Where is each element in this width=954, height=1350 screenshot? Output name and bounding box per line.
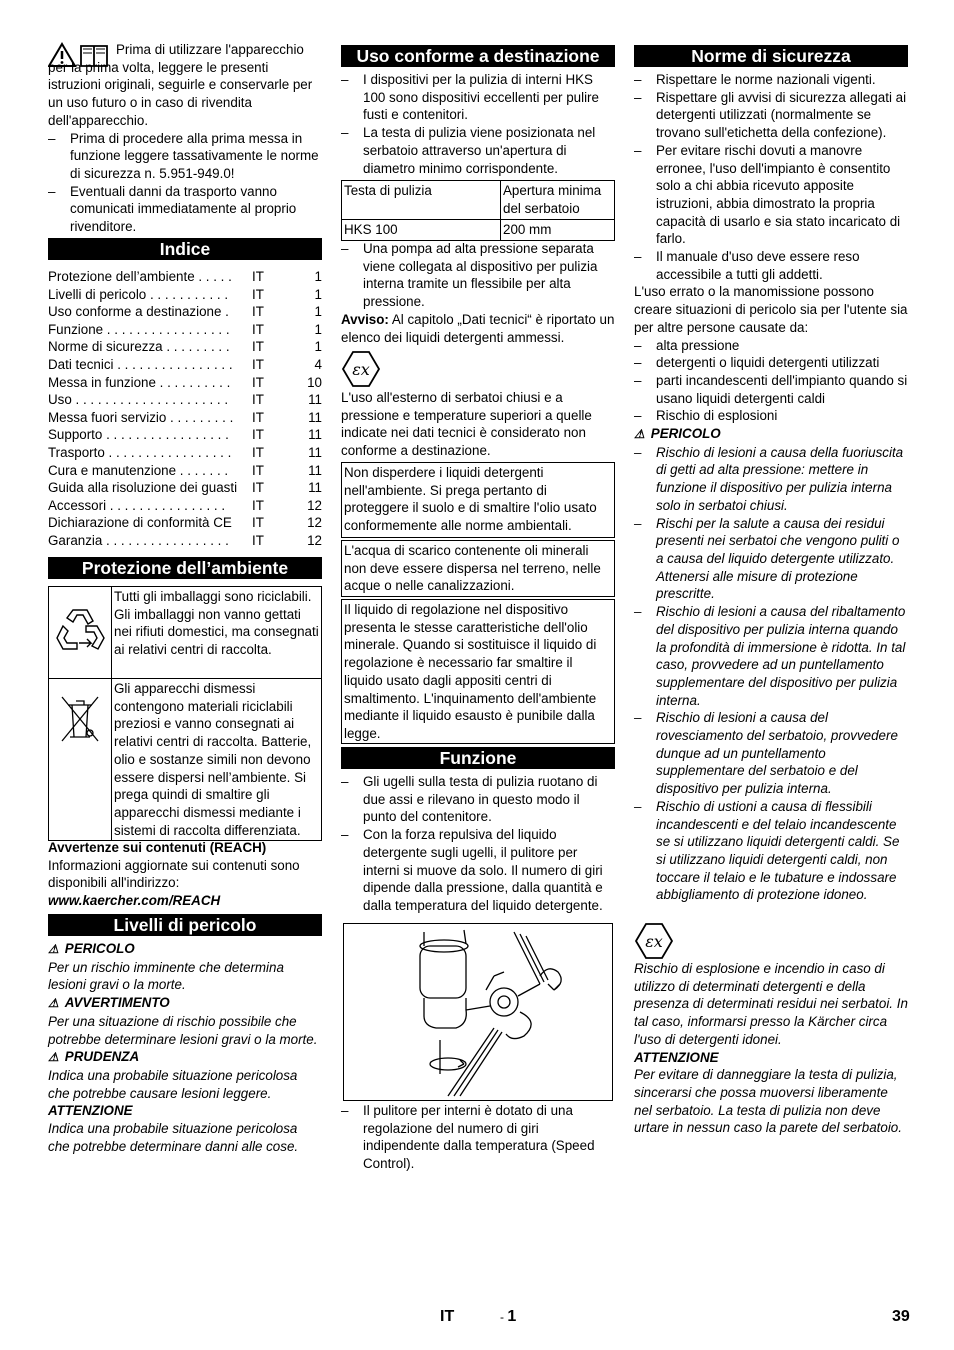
list-item: – Rischio di lesioni a causa del rovesciamento del serbatoio, provvedere dunque ad un puntellamento supplementare del serbatoio e del dispositivo per pulizia interna. (634, 709, 908, 798)
function-section-2 (341, 1102, 615, 1173)
list-item: – Rischio di ustioni a causa di flessibili incandescenti e del telaio incandescente se si utilizzano liquidi detergenti caldi. Se si utilizzano liquidi detergenti caldi, non toccare il telaio e le tubature e indossare abbigliamento di protezione idoneo. (634, 798, 908, 904)
misuse-text: L'uso errato o la manomissione possono creare situazioni di pericolo sia per l'utente sia per altre persone causate da: (634, 284, 908, 335)
ex-text: L'uso all'esterno di serbatoi chiusi e a pressione e temperature superiori a quelle indicate nei dati tecnici è considerato non conforme a destinazione. (341, 390, 592, 459)
danger-level-text: Per una situazione di rischio possibile che potrebbe determinare lesioni gravi o la morte. (48, 1013, 318, 1047)
list-item: – La testa di pulizia viene posizionata nel serbatoio attraverso un'apertura di diametro minimo corrispondente. (341, 124, 615, 177)
danger-levels-heading: Livelli di pericolo (48, 914, 322, 936)
toc-row[interactable] (48, 356, 322, 374)
toc-lang: IT (252, 515, 264, 531)
intro-list (48, 130, 322, 236)
reach-title: Avvertenze sui contenuti (REACH) (48, 840, 267, 855)
toc-row[interactable] (48, 303, 322, 321)
danger-level-label: ⚠ PRUDENZA (48, 1049, 140, 1065)
toc-page: 1 (314, 269, 322, 284)
safety-section (634, 71, 908, 904)
toc-title: Dichiarazione di conformità CE (48, 515, 232, 531)
intended-use-section-2 (341, 240, 615, 346)
toc-page: 12 (307, 515, 322, 531)
function-heading: Funzione (341, 747, 615, 769)
footer-section: - 1 (500, 1308, 517, 1325)
toc-lang: IT (252, 286, 264, 302)
toc-page: 12 (307, 532, 322, 548)
list-item: – Rischio di lesioni a causa della fuoriuscita di getti ad alta pressione: mettere in funzione il dispositivo per pulizia interna solo in serbatoi chiusi. (634, 444, 908, 515)
spec-cell: 200 mm (501, 220, 615, 241)
toc-page: 10 (307, 374, 322, 390)
toc-row[interactable] (48, 409, 322, 427)
danger-list (634, 444, 908, 904)
list-item: – Il pulitore per interni è dotato di una regolazione del numero di giri indipendente dalla temperatura (Speed Control). (341, 1102, 615, 1173)
spec-cell: HKS 100 (342, 220, 501, 241)
toc-title: Guida alla risoluzione dei guasti (48, 480, 238, 496)
list-item: – Rischio di lesioni a causa del ribaltamento del dispositivo per pulizia interna quando la profondità di immersione è ridotta. In tal caso, provvedere ad un puntellamento supplementare del dispositivo per pulizia interna. (634, 603, 908, 709)
toc-title: Uso conforme a destinazione . (48, 304, 229, 320)
toc-title: Trasporto . . . . . . . . . . . . . . . . . (48, 444, 232, 460)
toc-lang: IT (252, 321, 264, 337)
toc-row[interactable] (48, 444, 322, 462)
footer-language: IT (440, 1308, 455, 1325)
list-item: – Una pompa ad alta pressione separata viene collegata al dispositivo per pulizia interna tramite un flessibile per alta pressione. (341, 240, 615, 311)
note-label: Avviso: (341, 311, 389, 327)
toc-page: 11 (308, 392, 322, 408)
attention-text: Per evitare di danneggiare la testa di pulizia, sincerarsi che possa muoversi liberamente nel serbatoio. La testa di pulizia non deve urtare in nessun caso la parete del serbatoio. (634, 1067, 902, 1136)
intro-section (48, 41, 322, 236)
recycle-cell (49, 587, 112, 679)
toc-row[interactable] (48, 286, 322, 304)
ex-icon (341, 350, 381, 393)
toc-page: 11 (308, 444, 322, 460)
toc-title: Messa in funzione . . . . . . . . . . (48, 374, 231, 390)
toc-row[interactable] (48, 514, 322, 532)
toc-title: Uso . . . . . . . . . . . . . . . . . . . . . (48, 392, 229, 408)
warning-triangle-icon: ⚠ (48, 942, 59, 956)
warning-triangle-icon: ⚠ (48, 1050, 59, 1065)
toc-lang: IT (252, 304, 264, 320)
toc-page: 11 (308, 462, 322, 478)
intended-use-section (341, 71, 615, 177)
list-item: – I dispositivi per la pulizia di interni HKS 100 sono dispositivi eccellenti per pulire fusti e contenitori. (341, 71, 615, 124)
env-notice-box: Il liquido di regolazione nel dispositivo presenta le stesse caratteristiche dell'olio minerale. Quando si sostituisce il liquido di regolazione è necessario far smaltire il liquido usato dagli appositi centri di smaltimento. L'inquinamento dell'ambiente mediante il liquido esausto è punibile dalla legge. (341, 599, 615, 744)
toc-lang: IT (252, 462, 264, 478)
list-item: – Rischio di esplosioni (634, 407, 908, 425)
spec-table (341, 180, 615, 241)
spec-head-cell: Testa di pulizia (342, 181, 501, 220)
list-item: – Eventuali danni da trasporto vanno comunicati immediatamente al proprio rivenditore. (48, 183, 322, 236)
toc-row[interactable] (48, 268, 322, 286)
recycle-icon (53, 604, 107, 656)
toc-page: 11 (308, 409, 322, 425)
toc-page: 11 (308, 480, 322, 496)
list-item: – parti incandescenti dell'impianto quando si usano liquidi detergenti caldi (634, 372, 908, 407)
safety-heading: Norme di sicurezza (634, 45, 908, 67)
spec-head-cell: Apertura minima del serbatoio (501, 181, 615, 220)
toc-page: 1 (314, 304, 322, 320)
svg-text:εx: εx (645, 932, 663, 951)
toc-lang: IT (252, 392, 264, 408)
attention-label: ATTENZIONE (634, 1049, 719, 1065)
environment-heading: Protezione dell’ambiente (48, 557, 322, 579)
toc-row[interactable] (48, 532, 322, 550)
note (341, 311, 615, 346)
toc-title: Norme di sicurezza . . . . . . . . . (48, 339, 230, 355)
note-text: Al capitolo „Dati tecnici“ è riportato un elenco dei liquidi detergenti ammessi. (341, 311, 615, 345)
reach-link[interactable]: www.kaercher.com/REACH (48, 893, 221, 909)
env-notice-box: Non disperdere i liquidi detergenti nell'ambiente. Si prega pertanto di proteggere il suolo e di smaltire l'olio usato conformemente alle norme ambientali. (341, 462, 615, 538)
toc-row[interactable] (48, 374, 322, 392)
toc-title: Garanzia . . . . . . . . . . . . . . . . . (48, 532, 229, 548)
list-item: – Rispettare le norme nazionali vigenti. (634, 71, 908, 89)
warning-triangle-icon: ⚠ (48, 996, 59, 1011)
toc-title: Dati tecnici . . . . . . . . . . . . . . . . (48, 356, 233, 372)
toc-title: Protezione dell’ambiente . . . . . (48, 269, 232, 284)
footer-page-number: 39 (892, 1308, 910, 1325)
environment-table (48, 586, 322, 841)
toc-title: Supporto . . . . . . . . . . . . . . . . . (48, 427, 229, 443)
toc-page: 1 (314, 339, 322, 355)
toc-page: 11 (308, 427, 322, 443)
list-item: – Prima di procedere alla prima messa in funzione leggere tassativamente le norme di sicurezza n. 5.951-949.0! (48, 130, 322, 183)
toc-lang: IT (252, 269, 264, 284)
toc-page: 1 (314, 321, 322, 337)
toc-page: 12 (307, 497, 322, 513)
ex-warning-text: Rischio di esplosione e incendio in caso di utilizzo di determinati detergenti e della presenza di determinati residui nei serbatoi. In tal caso, informarsi presso la Kärcher circa l'uso di detergenti idonei. (634, 961, 908, 1047)
list-item: – Il manuale d'uso deve essere reso accessibile a tutti gli addetti. (634, 248, 908, 283)
toc-page: 1 (314, 286, 322, 302)
crossed-bin-icon (58, 693, 102, 745)
toc-page: 4 (314, 356, 322, 372)
list-item: – Rispettare gli avvisi di sicurezza allegati ai detergenti utilizzati (normalmente se trovano sull'etichetta della confezione). (634, 89, 908, 142)
danger-level-text: Per un rischio imminente che determina lesioni gravi o la morte. (48, 959, 284, 993)
list-item: – detergenti o liquidi detergenti utilizzati (634, 354, 908, 372)
toc-heading: Indice (48, 238, 322, 260)
reach-text: Informazioni aggiornate sui contenuti sono disponibili all'indirizzo: (48, 857, 300, 891)
toc-list (48, 268, 322, 550)
function-section (341, 773, 615, 915)
weee-text: Gli apparecchi dismessi contengono materiali riciclabili preziosi e vanno consegnati ai relativi centri di raccolta. Batterie, olio e sostanze simili non devono essere dispersi nell’ambiente. Si prega quindi di smaltire gli apparecchi dismessi mediante i sistemi di raccolta differenziata. (112, 679, 322, 841)
danger-level-text: Indica una probabile situazione pericolosa che potrebbe causare lesioni leggere. (48, 1067, 298, 1101)
list-item: – Rischi per la salute a causa dei residui presenti nei serbatoi che vengono puliti o a causa del liquido detergente utilizzato. Attenersi alle misure di protezione prescritte. (634, 515, 908, 604)
list-item: – Con la forza repulsiva del liquido detergente sugli ugelli, il pulitore per interni si muove da solo. Il numero di giri dipende dalla pressione, dalla quantità e dalla temperatura del liquido detergente. (341, 826, 615, 915)
toc-title: Accessori . . . . . . . . . . . . . . . . (48, 497, 226, 513)
toc-lang: IT (252, 409, 264, 425)
toc-title: Messa fuori servizio . . . . . . . . . (48, 409, 234, 425)
danger-levels-list (48, 940, 322, 1155)
toc-title: Cura e manutenzione . . . . . . . (48, 462, 229, 478)
recycle-text: Tutti gli imballaggi sono riciclabili. Gli imballaggi non vanno gettati nei rifiuti domestici, ma consegnati ai relativi centri di raccolta. (112, 587, 322, 679)
danger-label: ⚠ PERICOLO (634, 426, 721, 442)
ex-icon (634, 922, 674, 965)
warning-triangle-icon: ⚠ (634, 427, 645, 442)
list-item: – Gli ugelli sulla testa di pulizia ruotano di due assi e rilevano in questo modo il punto del contenitore. (341, 773, 615, 826)
toc-row[interactable] (48, 338, 322, 356)
list-item: – alta pressione (634, 337, 908, 355)
toc-lang: IT (252, 532, 264, 548)
intended-use-heading: Uso conforme a destinazione (341, 45, 615, 67)
toc-row[interactable] (48, 391, 322, 409)
toc-row[interactable] (48, 497, 322, 515)
toc-row[interactable] (48, 462, 322, 480)
toc-lang: IT (252, 356, 264, 372)
cleaning-head-figure (343, 923, 613, 1101)
toc-row[interactable] (48, 321, 322, 339)
toc-title: Funzione . . . . . . . . . . . . . . . . . (48, 321, 230, 337)
toc-lang: IT (252, 427, 264, 443)
cleaning-head-illustration (344, 924, 612, 1100)
svg-text:εx: εx (352, 360, 370, 379)
danger-level-label: ⚠ PERICOLO (48, 941, 135, 956)
toc-title: Livelli di pericolo . . . . . . . . . . . (48, 286, 229, 302)
safety-section-2 (634, 960, 908, 1137)
weee-cell (49, 679, 112, 841)
danger-level-text: Indica una probabile situazione pericolosa che potrebbe determinare danni alle cose. (48, 1121, 299, 1154)
danger-level-label: ⚠ AVVERTIMENTO (48, 995, 170, 1011)
env-notice-box: L'acqua di scarico contenente oli minerali non deve essere dispersa nel terreno, nelle acque o nelle canalizzazioni. (341, 540, 615, 597)
toc-lang: IT (252, 480, 264, 496)
toc-lang: IT (252, 497, 264, 513)
toc-lang: IT (252, 444, 264, 460)
list-item: – Per evitare rischi dovuti a manovre erronee, l'uso dell'impianto è consentito solo a chi abbia ricevuto apposite istruzioni, abbia dimostrato la propria capacità di usarlo e sia stato incaricato di farlo. (634, 142, 908, 248)
toc-lang: IT (252, 339, 264, 355)
toc-lang: IT (252, 374, 264, 390)
toc-row[interactable] (48, 426, 322, 444)
toc-row[interactable] (48, 479, 322, 497)
reach-section (48, 839, 322, 910)
danger-level-label: ATTENZIONE (48, 1103, 133, 1119)
intro-text: Prima di utilizzare l'apparecchio per la prima volta, leggere le presenti istruzioni originali, seguirle e conservarle per un uso futuro o in caso di rivendita dell'apparecchio. (48, 42, 313, 128)
